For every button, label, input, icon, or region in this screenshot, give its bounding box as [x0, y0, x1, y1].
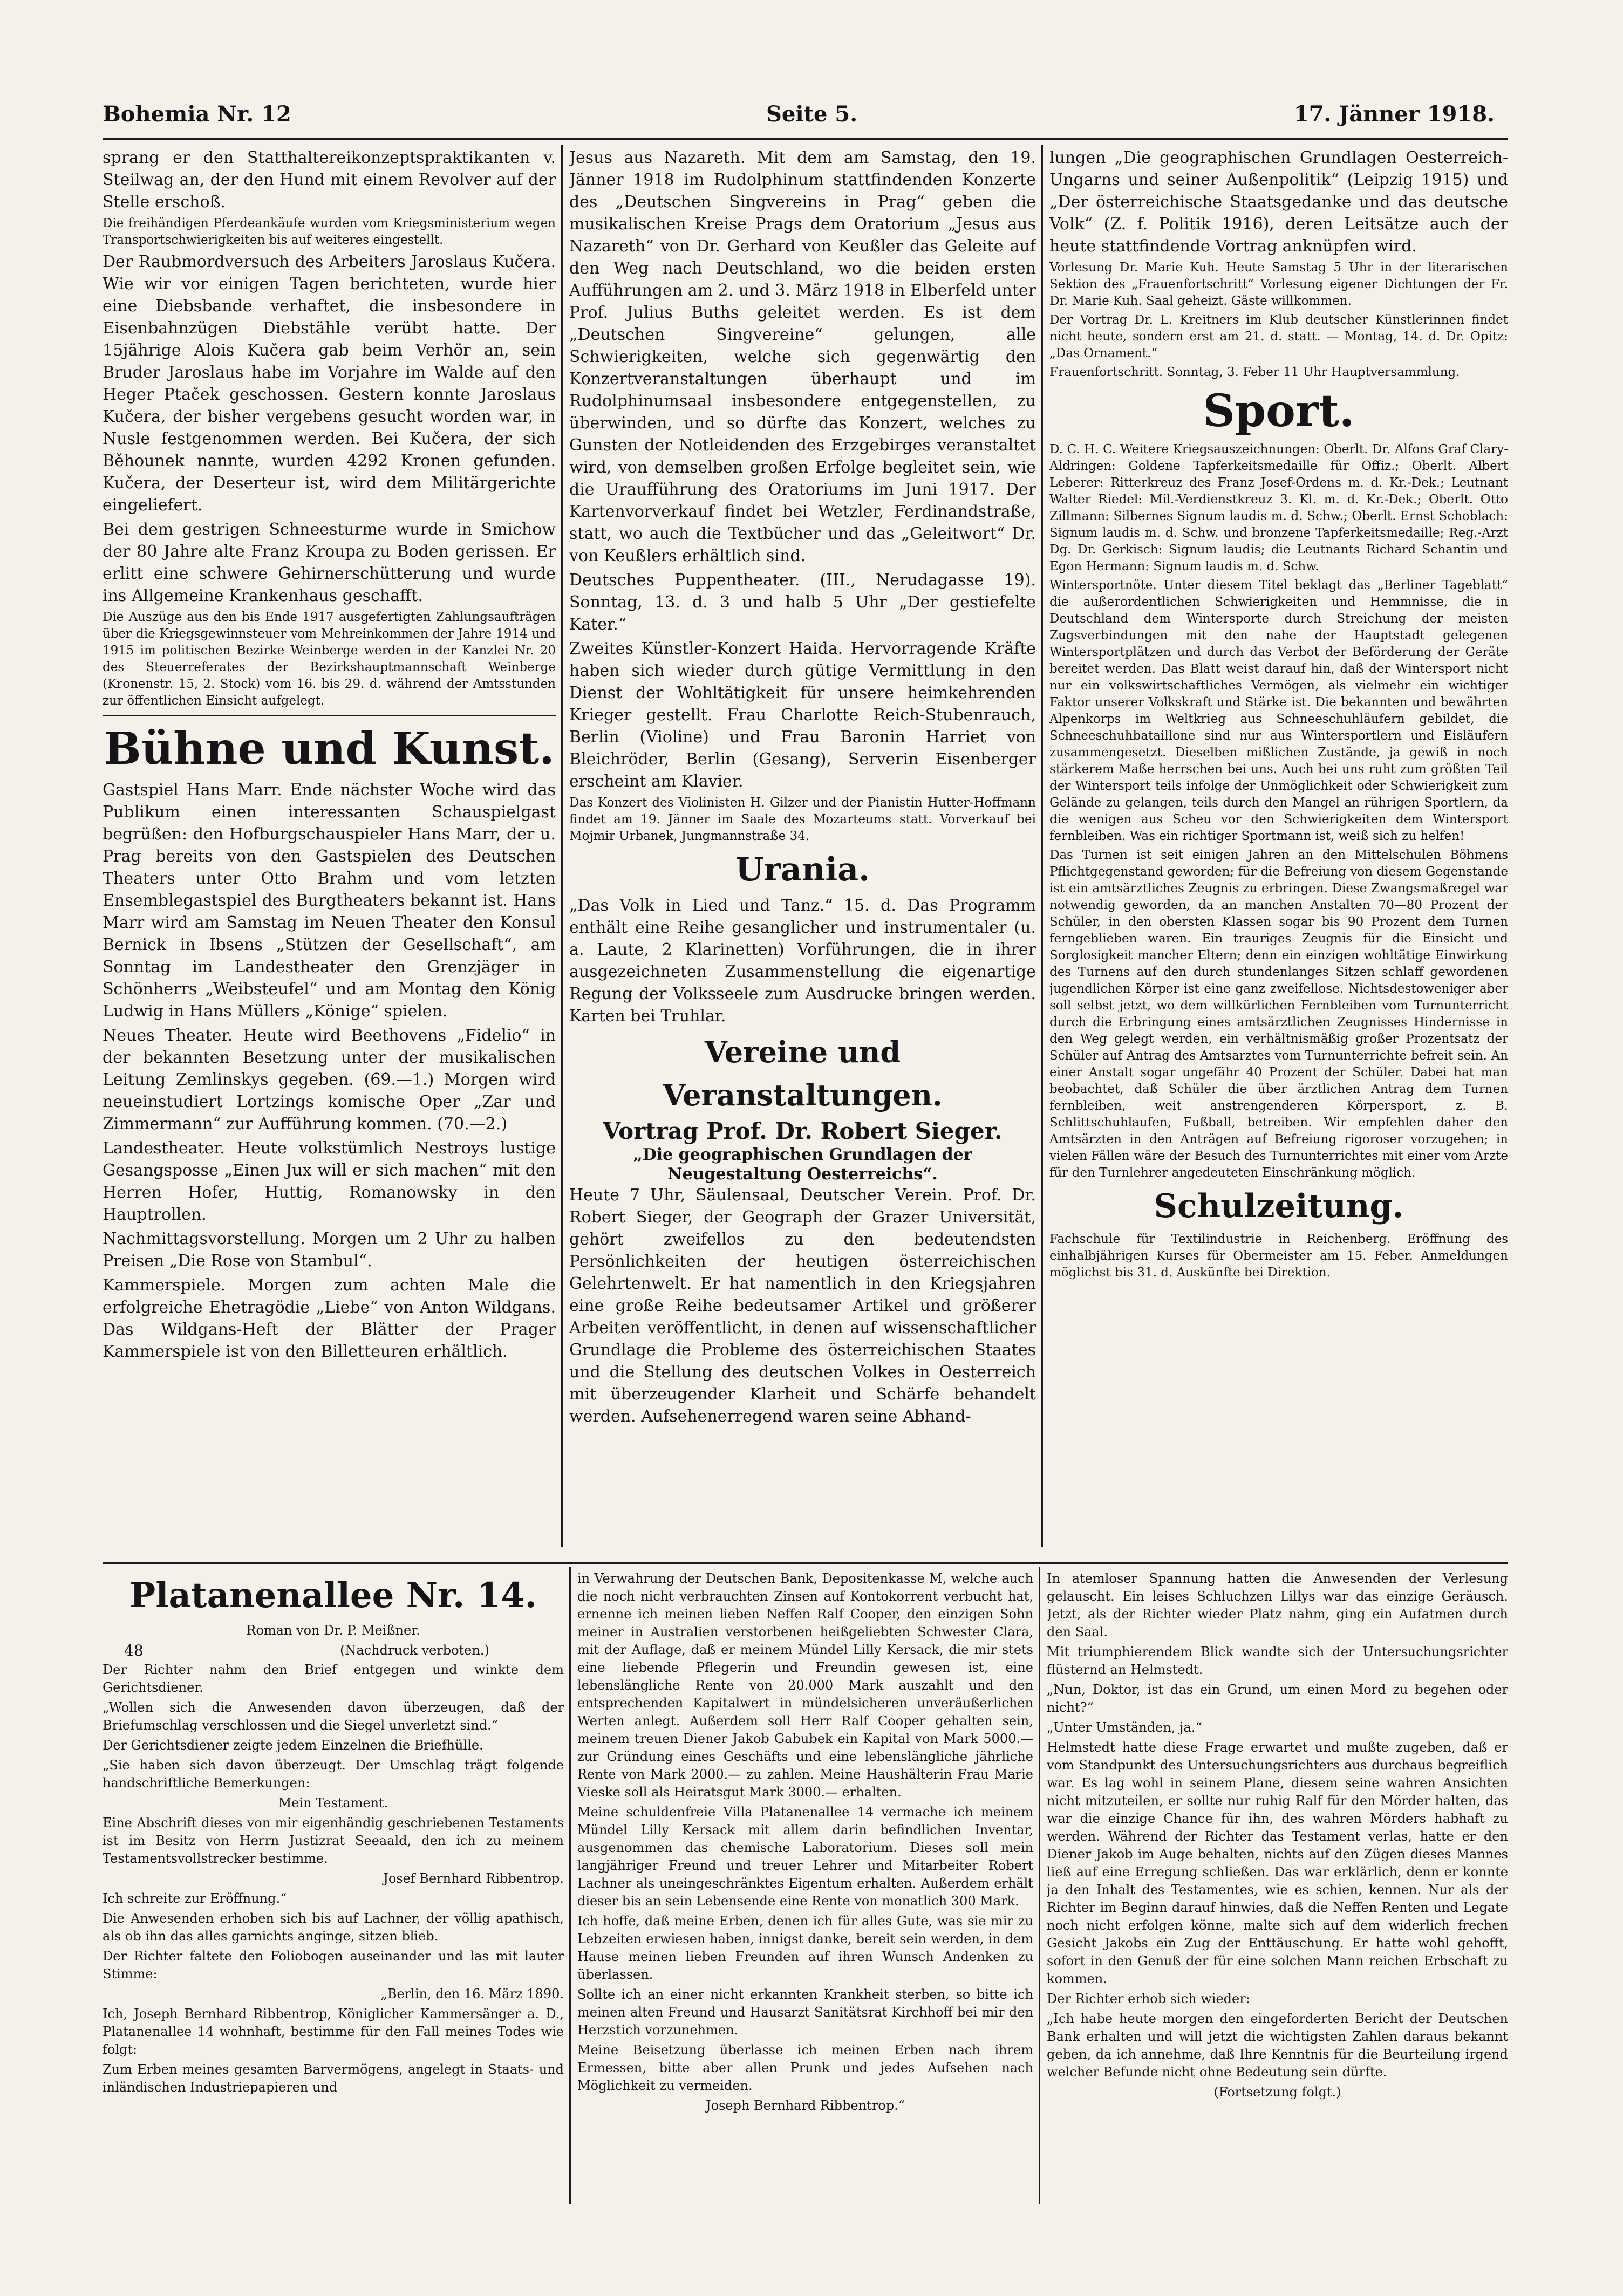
- novel-text: „Berlin, den 16. März 1890.: [380, 1986, 564, 2001]
- novel-text: Ich hoffe, daß meine Erben, denen ich für alles Gute, was sie mir zu Lebzeiten erwiesen haben, innigst danke, bereit sein werden, in dem Hause meinen lieben Freunden auf ihren Wunsch Andenken zu überlassen.: [577, 1914, 1033, 1982]
- novel-title: Platanenallee Nr. 14.: [129, 1575, 537, 1616]
- page-number: Seite 5.: [766, 101, 858, 127]
- article-text: Deutsches Puppentheater. (III., Nerudagasse 19). Sonntag, 13. d. 3 und halb 5 Uhr „Der gestiefelte Kater.“: [569, 571, 1036, 634]
- article-text: Bei dem gestrigen Schneesturme wurde in Smichow der 80 Jahre alte Franz Kroupa zu Boden gerissen. Er erlitt eine schwere Gehirnerschütterung und wurde ins Allgemeine Krankenhaus geschafft.: [103, 520, 556, 605]
- continuation-note: (Fortsetzung folgt.): [1213, 2085, 1341, 2100]
- novel-text: Der Gerichtsdiener zeigte jedem Einzelnen die Briefhülle.: [103, 1738, 483, 1753]
- column-rule-2: [1041, 145, 1043, 1547]
- article-text: Die Auszüge aus den bis Ende 1917 ausgefertigten Zahlungsaufträgen über die Kriegsgewinnsteuer vom Mehreinkommen der Jahre 1914 und 1915 im politischen Bezirke Weinberge werden in der Kanzlei Nr. 20 des Steuerreferates der Bezirkshauptmannschaft Weinberge (Kronenstr. 15, 2. Stock) vom 16. bis 29. d. während der Amtsstunden zur öffentlichen Einsicht aufgelegt.: [103, 610, 556, 708]
- article-text: Das Turnen ist seit einigen Jahren an den Mittelschulen Böhmens Pflichtgegenstand geworden; für die Befreiung von diesem Gegenstande ist ein amtsärztliches Zeugnis zu erbringen. Diese Zwangsmaßregel war notwendig geworden, da an manchen Anstalten 70—80 Prozent der Schüler, in den obersten Klassen sogar bis 90 Prozent dem Turnen ferngeblieben waren. Ein trauriges Zeugnis für die Einsicht und Sorglosigkeit mancher Eltern; denn ein einzigen wohltätige Einwirkung des Turnens auf den durch stundenlanges Sitzen schlaff gewordenen jugendlichen Körper ist eine ganz zweifellose. Nichtsdestoweniger aber soll selbst jetzt, wo dem willkürlichen Fernbleiben vom Turnunterricht durch die Erbringung eines amtsärztlichen Zeugnisses Hindernisse in den Weg gelegt werden, ein verhältnismäßig großer Prozentsatz der Schüler auf Antrag des Amtsarztes vom Turnunterrichte befreit sein. An einer Anstalt sogar ungefähr 40 Prozent der Schüler. Dabei hat man beobachtet, daß Schüler die über ärztlichen Antrag dem Turnen fernbleiben, weit anstrengenderen Körpersport, z. B. Schlittschuhlaufen, Fußball, betreiben. Wir empfehlen daher den Amtsärzten in den Anträgen auf Befreiung rigoroser vorzugehen; in vielen Fällen wäre der Besuch des Turnunterrichtes mit einer vom Arzte für den Turnlehrer angedeuteten Einschränkung möglich.: [1049, 848, 1508, 1180]
- article-text: Frauenfortschritt. Sonntag, 3. Feber 11 Uhr Hauptversammlung.: [1049, 365, 1460, 379]
- section-title-sport: Sport.: [1203, 385, 1355, 437]
- novel-signature: Joseph Bernhard Ribbentrop.“: [706, 2098, 905, 2113]
- novel-text: Der Richter erhob sich wieder:: [1047, 1991, 1250, 2006]
- novel-text: Mein Testament.: [278, 1795, 388, 1810]
- novel-text: Der Richter nahm den Brief entgegen und winkte dem Gerichtsdiener.: [103, 1662, 564, 1695]
- section-title-schulzeitung: Schulzeitung.: [1154, 1187, 1404, 1225]
- novel-text: Meine schuldenfreie Villa Platanenallee 14 vermache ich meinem Mündel Lilly Kersack mit allem darin befindlichen Inventar, ausgenommen das chemische Laboratorium. Dieses soll mein langjähriger Freund und treuer Lehrer und Mitarbeiter Robert Lachner als uneingeschränktes Eigentum erhalten. Außerdem erhält dieser bis an sein Lebensende eine Rente von monatlich 300 Mark.: [577, 1805, 1033, 1909]
- novel-text: Sollte ich an einer nicht erkannten Krankheit sterben, so bitte ich meinen alten Freund und Hausarzt Sanitätsrat Kirchhoff bei mir den Herzstich vorzunehmen.: [577, 1987, 1033, 2038]
- article-text: Jesus aus Nazareth. Mit dem am Samstag, den 19. Jänner 1918 im Rudolphinum stattfindenden Konzerte des „Deutschen Singvereins in Prag“ geben die musikalischen Kreise Prags dem Oratorium „Jesus aus Nazareth“ von Dr. Gerhard von Keußler das Geleite auf den Weg nach Deutschland, wo die beiden ersten Aufführungen am 2. und 3. März 1918 in Elberfeld unter Prof. Julius Buths geleitet werden. Es ist dem „Deutschen Singvereine“ gelungen, alle Schwierigkeiten, welche sich gegenwärtig den Konzertveranstaltungen überhaupt und im Rudolphinumsaal insbesondere entgegenstellen, zu überwinden, und so dürfte das Konzert, welches zu Gunsten der Notleidenden des Erzgebirges veranstaltet wird, von demselben großen Erfolge begleitet sein, wie die Uraufführung des Oratoriums im Juni 1917. Der Kartenvorverkauf findet bei Wetzler, Ferdinandstraße, statt, wo auch die Textbücher und das „Geleitwort“ Dr. von Keußlers erhältlich sind.: [569, 148, 1036, 565]
- article-text: Das Konzert des Violinisten H. Gilzer und der Pianistin Hutter-Hoffmann findet am 19. Jänner im Saale des Mozarteums statt. Vorverkauf bei Mojmir Urbanek, Jungmannstraße 34.: [569, 796, 1036, 843]
- novel-rule: [103, 1562, 1508, 1564]
- novel-column-2: [577, 1570, 1033, 2201]
- installment-number: 48: [124, 1642, 144, 1659]
- article-text: D. C. H. C. Weitere Kriegsauszeichnungen: Oberlt. Dr. Alfons Graf Clary-Aldringen: Goldene Tapferkeitsmedaille für Offiz.; Oberlt. Albert Leberer: Ritterkreuz des Franz Josef-Ordens m. d. Kr.-Dek.; Leutnant Walter Riedel: Mil.-Verdienstkreuz 3. Kl. m. d. Kr.-Dek.; Oberlt. Otto Zillmann: Silbernes Signum laudis m. d. Schw.; Oberlt. Ernst Schoblach: Signum laudis m. d. Schw. und bronzene Tapferkeitsmedaille; Reg.-Arzt Dg. Dr. Gerkisch: Signum laudis; die Leutnants Richard Schantin und Egon Hermann: Signum laudis m. d. Schw.: [1049, 442, 1508, 573]
- novel-text: Zum Erben meines gesamten Barvermögens, angelegt in Staats- und inländischen Industriepapieren und: [103, 2062, 564, 2095]
- novel-text: Meine Beisetzung überlasse ich meinen Erben nach ihrem Ermessen, bitte aber allen Prunk und jedes Aufsehen nach Möglichkeit zu vermeiden.: [577, 2042, 1033, 2093]
- lecture-title: Vortrag Prof. Dr. Robert Sieger.: [603, 1118, 1003, 1144]
- novel-text: „Unter Umständen, ja.“: [1047, 1720, 1202, 1735]
- novel-text: „Wollen sich die Anwesenden davon überzeugen, daß der Briefumschlag verschlossen und die Siegel unverletzt sind.“: [103, 1700, 564, 1733]
- article-text: Zweites Künstler-Konzert Haida. Hervorragende Kräfte haben sich wieder durch gütige Vermittlung in den Dienst der Wohltätigkeit für unsere heimkehrenden Krieger gestellt. Frau Charlotte Reich-Stubenrauch, Berlin (Violine) und Frau Baronin Harriet von Bleichröder, Berlin (Gesang), Serverin Eisenberger erscheint am Klavier.: [569, 639, 1036, 791]
- lecture-subtitle: „Die geographischen Grundlagen der Neugestaltung Oesterreichs“.: [633, 1145, 972, 1184]
- article-text: lungen „Die geographischen Grundlagen Oesterreich-Ungarns und seiner Außenpolitik“ (Leipzig 1915) und „Der österreichische Staatsgedanke und das deutsche Volk“ (Z. f. Politik 1916), deren Leitsätze auch der heute stattfindende Vortrag anknüpfen wird.: [1049, 148, 1508, 256]
- article-text: „Das Volk in Lied und Tanz.“ 15. d. Das Programm enthält eine Reihe gesanglicher und instrumentaler (u. a. Laute, 2 Klarinetten) Vorführungen, die in ihrer ausgezeichneten Zusammenstellung die eigenartige Regung der Volksseele zum Ausdrucke bringen werden. Karten bei Truhlar.: [569, 896, 1036, 1026]
- column-3: [1049, 147, 1508, 1549]
- section-title-vereine: Vereine und Veranstaltungen.: [663, 1035, 943, 1112]
- novel-text: Ich, Joseph Bernhard Ribbentrop, Königlicher Kammersänger a. D., Platanenallee 14 wohnhaft, bestimme für den Fall meines Todes wie folgt:: [103, 2006, 564, 2057]
- section-title-buehne: Bühne und Kunst.: [104, 723, 555, 775]
- article-text: Der Vortrag Dr. L. Kreitners im Klub deutscher Künstlerinnen findet nicht heute, sondern erst am 21. d. statt. — Montag, 14. d. Dr. Opitz: „Das Ornament.“: [1049, 313, 1508, 360]
- novel-text: Eine Abschrift dieses von mir eigenhändig geschriebenen Testaments ist im Besitz von Herrn Justizrat Seeaald, den ich zu meinem Testamentsvollstrecker bestimme.: [103, 1815, 564, 1866]
- section-title-urania: Urania.: [735, 851, 870, 889]
- article-text: Die freihändigen Pferdeankäufe wurden vom Kriegsministerium wegen Transportschwierigkeiten bis auf weiteres eingestellt.: [103, 216, 556, 247]
- novel-text: In atemloser Spannung hatten die Anwesenden der Verlesung gelauscht. Ein leises Schluchzen Lillys war das einzige Geräusch. Jetzt, als der Richter wieder Platz nahm, ging ein Aufatmen durch den Saal.: [1047, 1571, 1508, 1639]
- novel-text: Josef Bernhard Ribbentrop.: [383, 1871, 564, 1886]
- novel-column-rule-2: [1039, 1567, 1040, 2204]
- article-text: Nachmittagsvorstellung. Morgen um 2 Uhr zu halben Preisen „Die Rose von Stambul“.: [103, 1229, 556, 1270]
- article-text: Heute 7 Uhr, Säulensaal, Deutscher Verein. Prof. Dr. Robert Sieger, der Geograph der Grazer Universität, gehört zweifellos zu den bedeutendsten Persönlichkeiten der heutigen österreichischen Gelehrtenwelt. Er hat namentlich in den Kriegsjahren eine große Reihe bedeutsamer Artikel und größerer Arbeiten veröffentlicht, in denen auf wissenschaftlicher Grundlage die Probleme des österreichischen Staates und die Stellung des deutschen Volkes in Oesterreich mit überzeugender Klarheit und Schärfe behandelt werden. Aufsehenerregend waren seine Abhand-: [569, 1186, 1036, 1426]
- column-rule-1: [561, 145, 563, 1547]
- column-1: [103, 147, 556, 1549]
- novel-byline: Roman von Dr. P. Meißner.: [246, 1623, 420, 1638]
- novel-text: „Nun, Doktor, ist das ein Grund, um einen Mord zu begehen oder nicht?“: [1047, 1682, 1508, 1715]
- paper-name: Bohemia Nr. 12: [103, 101, 291, 127]
- article-text: Vorlesung Dr. Marie Kuh. Heute Samstag 5 Uhr in der literarischen Sektion des „Frauenfortschritt“ Vorlesung eigener Dichtungen der Fr. Dr. Marie Kuh. Saal geheizt. Gäste willkommen.: [1049, 261, 1508, 308]
- article-text: Fachschule für Textilindustrie in Reichenberg. Eröffnung des einhalbjährigen Kurses für Obermeister am 15. Feber. Anmeldungen möglichst bis 31. d. Auskünfte bei Direktion.: [1049, 1232, 1508, 1280]
- header-rule: [103, 138, 1508, 140]
- page-header: [103, 96, 1495, 134]
- issue-date: 17. Jänner 1918.: [1293, 101, 1495, 127]
- reprint-notice: (Nachdruck verboten.): [340, 1643, 489, 1658]
- article-text: Neues Theater. Heute wird Beethovens „Fidelio“ in der bekannten Besetzung unter der musikalischen Leitung Zemlinskys gegeben. (69.—1.) Morgen wird neueinstudiert Lortzings komische Oper „Zar und Zimmermann“ zur Aufführung kommen. (70.—2.): [103, 1026, 556, 1133]
- novel-column-rule-1: [569, 1567, 571, 2204]
- column-2: [569, 147, 1036, 1549]
- novel-column-1: [103, 1570, 564, 2201]
- article-text: sprang er den Statthaltereikonzeptspraktikanten v. Steilwag an, der den Hund mit einem Revolver auf der Stelle erschoß.: [103, 148, 556, 211]
- novel-text: Helmstedt hatte diese Frage erwartet und mußte zugeben, daß er vom Standpunkt des Untersuchungsrichters aus durchaus begreiflich war. Es lag wohl in seinem Plane, diesem seine wahren Ansichten nicht mitzuteilen, er sollte nur ruhig Ralf für den Mörder halten, das war die einzige Chance für ihn, des wahren Mörders habhaft zu werden. Während der Richter das Testament verlas, hatte er den Diener Jakob im Auge behalten, nichts auf den Zügen dieses Mannes ließ auf eine Erregung schließen. Das war erklärlich, denn er konnte ja den Inhalt des Testamentes, wie es schien, kennen. Nur als der Richter im Beginn darauf hinwies, daß die Neffen Renten und Legate noch nicht erfolgen könne, malte sich auf dem widerlich frechen Gesicht Jakobs ein Zug der Enttäuschung. Er hatte wohl gehofft, sofort in den Genuß der für eine solchen Mann reichen Erbschaft zu kommen.: [1047, 1740, 1508, 1986]
- article-text: Der Raubmordversuch des Arbeiters Jaroslaus Kučera. Wie wir vor einigen Tagen berichteten, wurde hier eine Diebsbande verhaftet, die insbesondere in Eisenbahnzügen Diebstähle verübt hatte. Der 15jährige Alois Kučera gab beim Verhör an, sein Bruder Jaroslaus habe im Vorjahre im Walde auf den Heger Ptaček geschossen. Gestern konnte Jaroslaus Kučera, der bisher vergebens gesucht worden war, in Nusle festgenommen werden. Bei Kučera, der sich Běhounek nannte, wurden 4292 Kronen gefunden. Kučera, der Deserteur ist, wird dem Militärgerichte eingeliefert.: [103, 252, 556, 515]
- novel-text: Der Richter faltete den Foliobogen auseinander und las mit lauter Stimme:: [103, 1949, 564, 1981]
- article-text: Landestheater. Heute volkstümlich Nestroys lustige Gesangsposse „Einen Jux will er sich machen“ mit den Herren Hofer, Huttig, Romanowsky in den Hauptrollen.: [103, 1139, 556, 1224]
- article-text: Gastspiel Hans Marr. Ende nächster Woche wird das Publikum einen interessanten Schauspielgast begrüßen: den Hofburgschauspieler Hans Marr, der u. Prag bereits von den Gastspielen des Deutschen Theaters unter Otto Brahm und vom letzten Ensemblegastspiel des Burgtheaters bekannt ist. Hans Marr wird am Samstag im Neuen Theater den Konsul Bernick in Ibsens „Stützen der Gesellschaft“, am Sonntag im Landestheater den Grenzjäger in Schönherrs „Weibsteufel“ und am Montag den König Ludwig in Hans Müllers „Könige“ spielen.: [103, 781, 556, 1021]
- novel-column-3: [1047, 1570, 1508, 2201]
- article-text: Kammerspiele. Morgen zum achten Male die erfolgreiche Ehetragödie „Liebe“ von Anton Wildgans. Das Wildgans-Heft der Blätter der Prager Kammerspiele ist von den Billetteuren erhältlich.: [103, 1276, 556, 1361]
- novel-text: „Sie haben sich davon überzeugt. Der Umschlag trägt folgende handschriftliche Bemerkungen:: [103, 1758, 564, 1791]
- novel-text: in Verwahrung der Deutschen Bank, Depositenkasse M, welche auch die noch nicht verbrauchten Zinsen auf Kontokorrent verbucht hat, ernenne ich meinen lieben Neffen Ralf Cooper, den einzigen Sohn meiner in Australien verstorbenen heißgeliebten Schwester Clara, mit der Auflage, daß er meinem Mündel Lilly Kersack, die mir stets eine liebende Pflegerin und Freundin gewesen ist, eine lebenslängliche Rente von 20.000 Mark auszahlt und den entsprechenden Kapitalwert in mündelsicheren unveräußerlichen Werten anlegt. Außerdem soll Herr Ralf Cooper gehalten sein, meinem treuen Diener Jakob Gabubek ein Kapital von Mark 5000.— zur Gründung eines Geschäfts und eine lebenslängliche jährliche Rente von Mark 2000.— zu zahlen. Meine Haushälterin Frau Marie Vieske soll als Heiratsgut Mark 3000.— erhalten.: [577, 1571, 1033, 1800]
- section-rule: [103, 715, 556, 716]
- novel-text: „Ich habe heute morgen den eingeforderten Bericht der Deutschen Bank erhalten und will jetzt die wichtigsten Zahlen daraus bekannt geben, da ich annehme, daß Ihre Kenntnis für die Beurteilung irgend welcher Befunde nicht ohne Bedeutung sein dürfte.: [1047, 2011, 1508, 2080]
- novel-text: Mit triumphierendem Blick wandte sich der Untersuchungsrichter flüsternd an Helmstedt.: [1047, 1644, 1508, 1677]
- novel-text: Ich schreite zur Eröffnung.“: [103, 1891, 287, 1906]
- article-text: Wintersportnöte. Unter diesem Titel beklagt das „Berliner Tageblatt“ die außerordentlichen Schwierigkeiten und Hemmnisse, die in Deutschland dem Wintersporte durch Streichung der meisten Zugsverbindungen mit den nahe der Hauptstadt gelegenen Wintersportplätzen und durch das Verbot der Beförderung der Geräte bereitet werden. Das Blatt weist darauf hin, daß der Wintersport nicht nur ein volkswirtschaftliches Vermögen, als vielmehr ein wichtiger Faktor unserer Volkskraft und Stärke ist. Die bekannten und bewährten Alpenkorps im Weltkrieg aus Schneeschuhläufern gebildet, die Schneeschuhbataillone sind nur aus Wintersportlern und Eisläufern zusammengesetzt. Dieselben mißlichen Zustände, ja gewiß in noch stärkerem Maße herrschen bei uns. Auch bei uns ruht zum größten Teil der Wintersport teils infolge der Unmöglichkeit oder Schwierigkeit zum Gelände zu gelangen, teils durch den Mangel an rührigen Sportlern, da die wenigen aus Scheu vor den Schwierigkeiten dem Wintersport fernbleiben. Was ein richtiger Sportmann ist, weiß sich zu helfen!: [1049, 578, 1508, 843]
- novel-text: Die Anwesenden erhoben sich bis auf Lachner, der völlig apathisch, als ob ihn das alles garnichts anginge, sitzen blieb.: [103, 1911, 564, 1944]
